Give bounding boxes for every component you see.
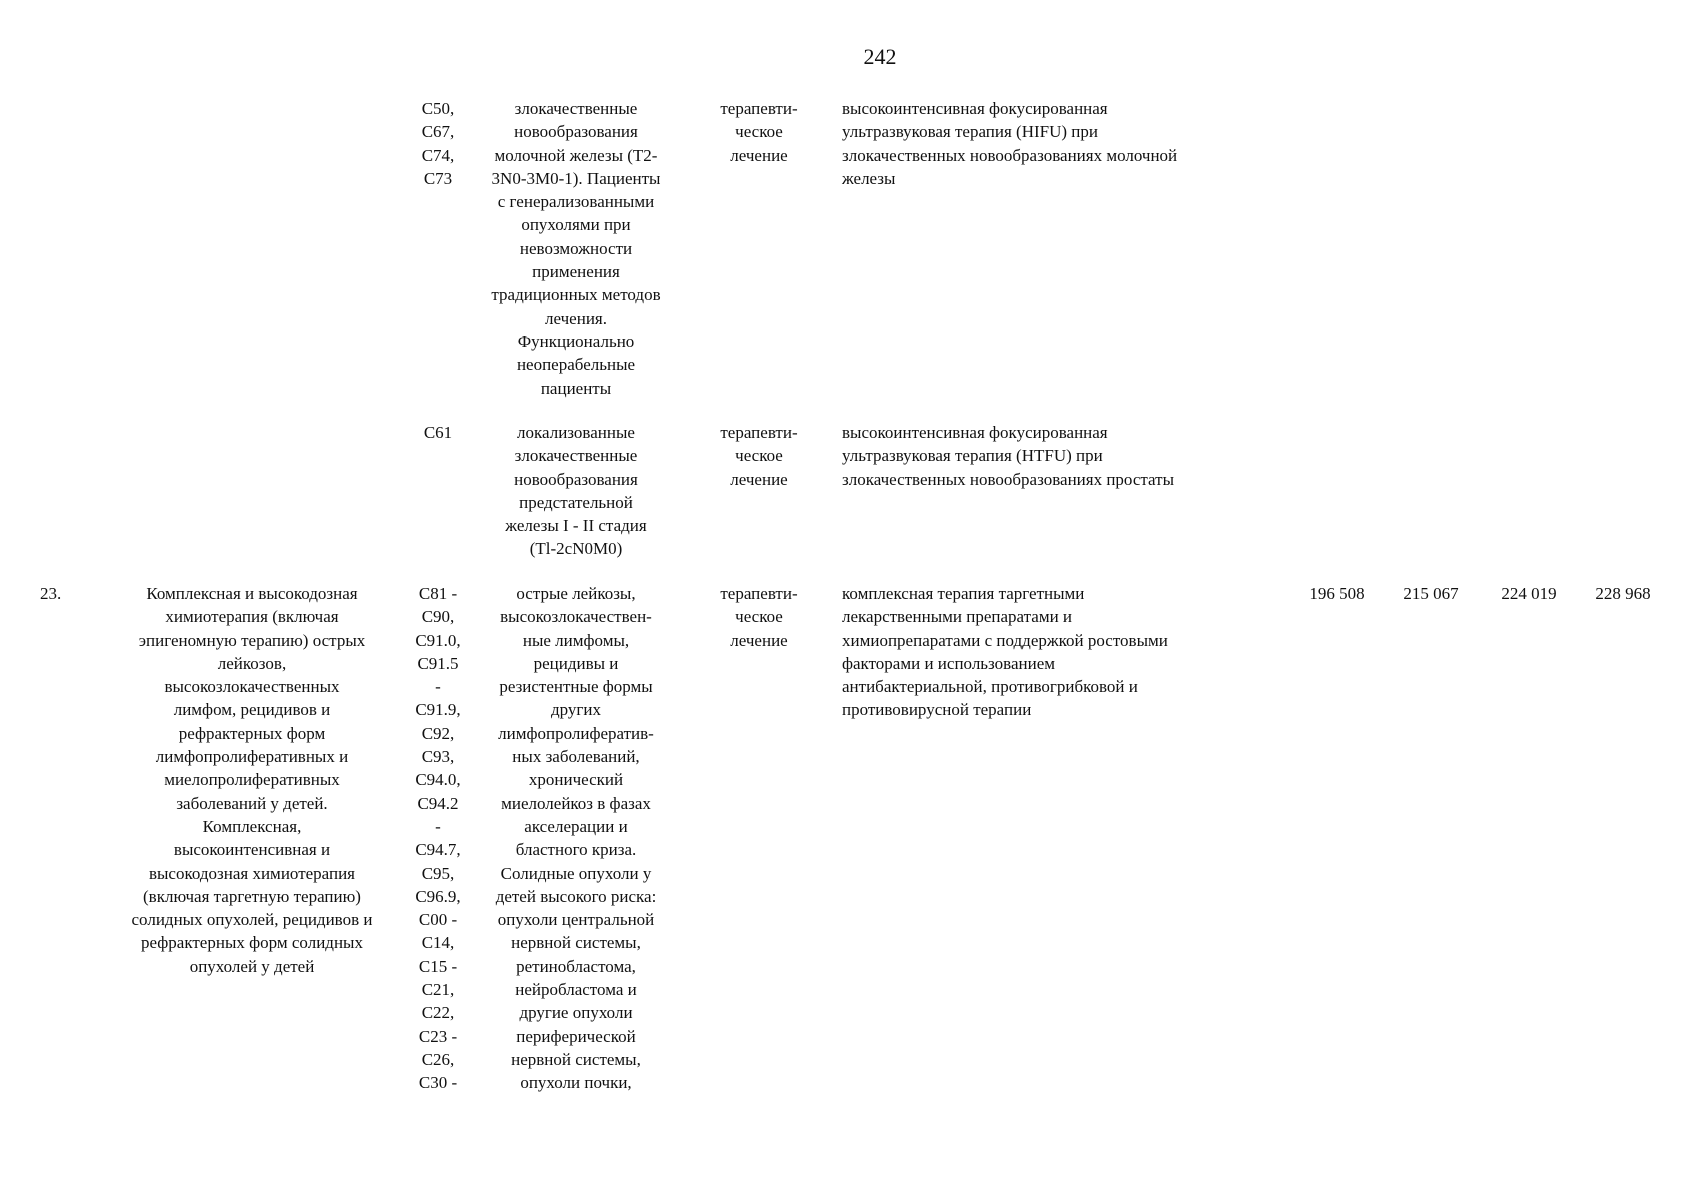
patient-model-cell: злокачественные новообразования молочной железы (Т2- 3N0-3M0-1). Пациенты с генерализованными опухолями при невозможности применения традиционных методов лечения. Функционально неоперабельные пациенты	[491, 99, 661, 398]
icd-codes-cell: C81 - C90, C91.0, C91.5 - C91.9, C92, C93, C94.0, C94.2 - C94.7, C95, C96.9, C00 - C14, C15 - C21, C22, C23 - C26, C30 -	[415, 584, 461, 1093]
row-number-cell: 23.	[40, 584, 62, 603]
icd-codes-cell: C61	[423, 423, 453, 442]
patient-model-cell: острые лейкозы, высокозлокачествен- ные лимфомы, рецидивы и резистентные формы других лимфопролифератив- ных заболеваний, хронический миелолейкоз в фазах акселерации и бластного криза. Солидные опухоли у детей высокого риска: опухоли центральной нервной системы, ретинобластома, нейробластома и другие опухоли периферической нервной системы, опухоли почки,	[495, 584, 657, 1093]
treatment-method-cell: высокоинтенсивная фокусированная ультразвуковая терапия (HTFU) при злокачественных новообразованиях простаты	[842, 423, 1174, 489]
price-cell: 224 019	[1501, 584, 1557, 603]
page-number: 242	[863, 44, 897, 69]
care-type-name-cell: Комплексная и высокодозная химиотерапия (включая эпигеномную терапию) острых лейкозов, высокозлокачественных лимфом, рецидивов и рефрактерных форм лимфопролиферативных и миелопролиферативных заболеваний у детей. Комплексная, высокоинтенсивная и высокодозная химиотерапия (включая таргетную терапию) солидных опухолей, рецидивов и рефрактерных форм солидных опухолей у детей	[131, 584, 373, 976]
treatment-method-cell: комплексная терапия таргетными лекарственными препаратами и химиопрепаратами с поддержкой ростовыми факторами и использованием антибактериальной, противогрибковой и противовирусной терапии	[842, 584, 1168, 720]
price-cell: 228 968	[1595, 584, 1651, 603]
icd-codes-cell: C50, C67, C74, C73	[421, 99, 455, 188]
treatment-type-cell: терапевти- ческое лечение	[720, 423, 798, 489]
treatment-type-cell: терапевти- ческое лечение	[720, 99, 798, 165]
price-cell: 215 067	[1403, 584, 1459, 603]
treatment-method-cell: высокоинтенсивная фокусированная ультразвуковая терапия (HIFU) при злокачественных новообразованиях молочной железы	[842, 99, 1178, 188]
treatment-type-cell: терапевти- ческое лечение	[720, 584, 798, 650]
patient-model-cell: локализованные злокачественные новообразования предстательной железы I - II стадия (Tl-2cN0M0)	[505, 423, 647, 559]
price-cell: 196 508	[1309, 584, 1365, 603]
